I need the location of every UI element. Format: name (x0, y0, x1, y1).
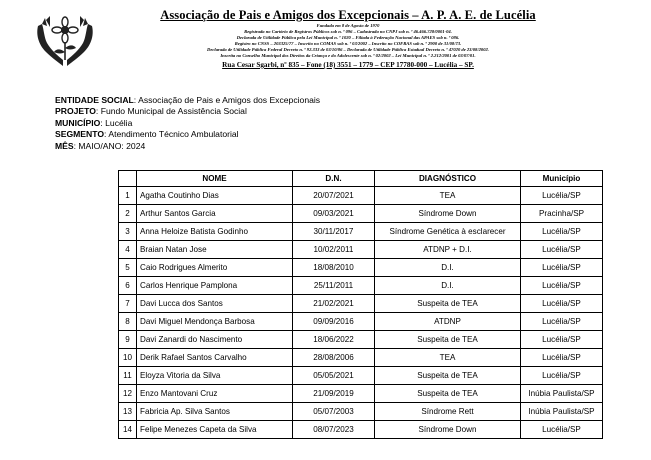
header-municipio: Município (521, 171, 603, 187)
mes-label: MÊS (55, 140, 74, 151)
beneficiaries-table (118, 170, 603, 439)
header-index (119, 171, 137, 187)
row-dn: 10/02/2011 (293, 241, 375, 259)
row-diagnostico: ATDNP + D.I. (375, 241, 521, 259)
header-dn: D.N. (293, 171, 375, 187)
row-diagnostico: D.I. (375, 259, 521, 277)
table-row (119, 367, 603, 385)
row-number: 2 (119, 205, 137, 223)
organization-name: Associação de Pais e Amigos dos Excepcionais – A. P. A. E. de Lucélia (160, 8, 536, 22)
table-row (119, 349, 603, 367)
table-row (119, 205, 603, 223)
row-nome: Davi Miguel Mendonça Barbosa (137, 313, 293, 331)
row-number: 13 (119, 403, 137, 421)
row-municipio: Lucélia/SP (521, 313, 603, 331)
project-info (55, 95, 320, 152)
row-dn: 05/07/2003 (293, 403, 375, 421)
federal-decree-line: Declarada de Utilidade Pública Federal Decreto n. º 92.333 de 03/10/86 – Declarada de Utilidade Pública Estadual Decreto n. º 47020 de 23/08/2002. (207, 47, 489, 52)
council-line: Inscrita no Conselho Municipal dos Direitos da Criança e do Adolescente sob n. º 02/2002 – Lei Municipal n. º 2.212/2001 de 03/07/01. (220, 53, 476, 58)
public-utility-line: Declarada de Utilidade Pública pela Lei Municipal n. º 1020 – Filiada à Federação Nacional das APAES sob n. º 086. (236, 35, 460, 40)
row-diagnostico: TEA (375, 349, 521, 367)
apae-logo (32, 8, 98, 70)
row-nome: Derik Rafael Santos Carvalho (137, 349, 293, 367)
row-nome: Agatha Coutinho Dias (137, 187, 293, 205)
row-diagnostico: Síndrome Rett (375, 403, 521, 421)
registration-line: Registrada no Cartório de Registros Públicos sob n. º 096 – Cadastrada no CNPJ sob n. º 46.466.728/0001-04. (244, 29, 452, 34)
row-dn: 30/11/2017 (293, 223, 375, 241)
projeto-label: PROJETO (55, 106, 96, 117)
row-number: 6 (119, 277, 137, 295)
row-nome: Fabricia Ap. Silva Santos (137, 403, 293, 421)
segmento-label: SEGMENTO (55, 129, 105, 140)
row-municipio: Inúbia Paulista/SP (521, 403, 603, 421)
row-municipio: Lucélia/SP (521, 187, 603, 205)
row-diagnostico: Suspeita de TEA (375, 367, 521, 385)
row-nome: Carlos Henrique Pamplona (137, 277, 293, 295)
row-nome: Braian Natan Jose (137, 241, 293, 259)
row-number: 1 (119, 187, 137, 205)
row-municipio: Lucélia/SP (521, 349, 603, 367)
header-nome: NOME (137, 171, 293, 187)
row-diagnostico: Suspeita de TEA (375, 295, 521, 313)
row-municipio: Lucélia/SP (521, 277, 603, 295)
row-nome: Felipe Menezes Capeta da Silva (137, 421, 293, 439)
municipio-value: : Lucélia (100, 117, 133, 128)
row-dn: 25/11/2011 (293, 277, 375, 295)
row-number: 4 (119, 241, 137, 259)
row-nome: Enzo Mantovani Cruz (137, 385, 293, 403)
row-diagnostico: Síndrome Down (375, 421, 521, 439)
row-number: 14 (119, 421, 137, 439)
municipio-row (55, 118, 320, 129)
row-nome: Eloyza Vitoria da Silva (137, 367, 293, 385)
row-diagnostico: Suspeita de TEA (375, 385, 521, 403)
row-municipio: Lucélia/SP (521, 421, 603, 439)
row-number: 5 (119, 259, 137, 277)
segmento-row (55, 129, 320, 140)
projeto-value: : Fundo Municipal de Assistência Social (95, 106, 247, 117)
row-dn: 21/09/2019 (293, 385, 375, 403)
address-line: Rua Cesar Sgarbi, nº 835 – Fone (18) 3551 – 1779 – CEP 17780-000 – Lucélia – SP. (222, 61, 474, 69)
row-municipio: Lucélia/SP (521, 259, 603, 277)
row-dn: 28/08/2006 (293, 349, 375, 367)
row-municipio: Lucélia/SP (521, 367, 603, 385)
table-row (119, 295, 603, 313)
row-dn: 18/06/2022 (293, 331, 375, 349)
row-diagnostico: Síndrome Down (375, 205, 521, 223)
table-row (119, 403, 603, 421)
entidade-value: : Associação de Pais e Amigos dos Excepcionais (133, 95, 321, 105)
table-row (119, 259, 603, 277)
row-diagnostico: Suspeita de TEA (375, 331, 521, 349)
founding-line: Fundada em 8 de Agosto de 1970 (316, 23, 380, 28)
row-number: 9 (119, 331, 137, 349)
table-row (119, 241, 603, 259)
table-header-row (119, 171, 603, 187)
entidade-row (55, 95, 320, 106)
row-dn: 05/05/2021 (293, 367, 375, 385)
cnss-line: Registro no CNSS – 203325/77 – Inscrito no COMAS sob n. º 03/2002 – Inscrito no COFRAS sob n. º 2900 de 31/08/73. (234, 41, 462, 46)
row-diagnostico: Síndrome Genética à esclarecer (375, 223, 521, 241)
mes-value: : MAIO/ANO: 2024 (73, 140, 146, 151)
row-nome: Davi Lucca dos Santos (137, 295, 293, 313)
row-municipio: Pracinha/SP (521, 205, 603, 223)
row-nome: Anna Heloize Batista Godinho (137, 223, 293, 241)
table-row (119, 313, 603, 331)
header-diagnostico: DIAGNÓSTICO (375, 171, 521, 187)
row-nome: Caio Rodrigues Almerito (137, 259, 293, 277)
row-municipio: Lucélia/SP (521, 241, 603, 259)
row-dn: 09/03/2021 (293, 205, 375, 223)
row-number: 3 (119, 223, 137, 241)
letterhead (0, 6, 651, 84)
row-nome: Arthur Santos Garcia (137, 205, 293, 223)
table-row (119, 187, 603, 205)
row-nome: Davi Zanardi do Nascimento (137, 331, 293, 349)
row-dn: 20/07/2021 (293, 187, 375, 205)
row-dn: 09/09/2016 (293, 313, 375, 331)
table-row (119, 223, 603, 241)
row-municipio: Inúbia Paulista/SP (521, 385, 603, 403)
row-municipio: Lucélia/SP (521, 331, 603, 349)
mes-row (55, 141, 320, 152)
table-row (119, 385, 603, 403)
row-diagnostico: ATDNP (375, 313, 521, 331)
row-number: 11 (119, 367, 137, 385)
segmento-value: : Atendimento Técnico Ambulatorial (104, 129, 239, 140)
row-dn: 18/08/2010 (293, 259, 375, 277)
row-dn: 08/07/2023 (293, 421, 375, 439)
municipio-label: MUNICÍPIO (55, 117, 101, 128)
projeto-row (55, 106, 320, 117)
table-row (119, 331, 603, 349)
row-diagnostico: TEA (375, 187, 521, 205)
row-number: 10 (119, 349, 137, 367)
letterhead-text (98, 8, 598, 70)
row-municipio: Lucélia/SP (521, 295, 603, 313)
table-row (119, 277, 603, 295)
row-number: 8 (119, 313, 137, 331)
row-diagnostico: D.I. (375, 277, 521, 295)
row-number: 7 (119, 295, 137, 313)
table-row (119, 421, 603, 439)
row-municipio: Lucélia/SP (521, 223, 603, 241)
entidade-label: ENTIDADE SOCIAL (55, 95, 134, 105)
row-number: 12 (119, 385, 137, 403)
row-dn: 21/02/2021 (293, 295, 375, 313)
